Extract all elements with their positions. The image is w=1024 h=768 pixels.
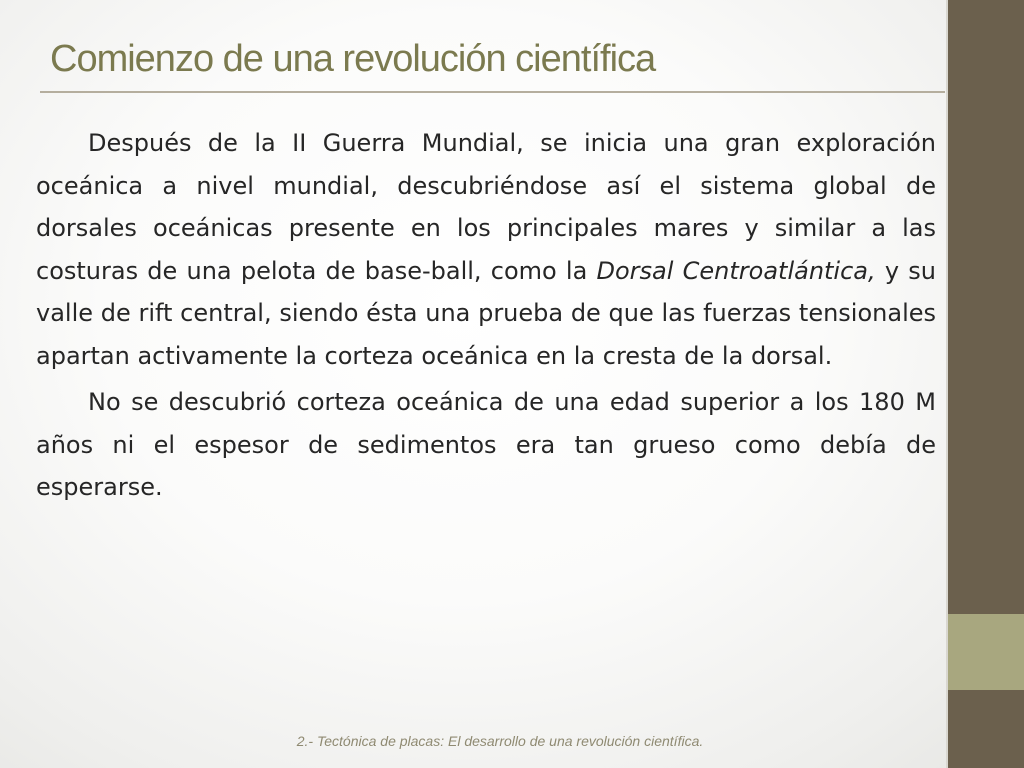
title-underline — [40, 91, 945, 93]
paragraph-1-italic-term: Dorsal Centroatlántica, — [596, 256, 876, 285]
paragraph-2: No se descubrió corteza oceánica de una edad superior a los 180 M años ni el espesor de sedimentos era tan grueso como debía de esperarse. — [36, 388, 936, 501]
paragraph-1-text-start: Después de la II Guerra Mundial, se inicia una gran exploración oceánica a nivel mundial, descubriéndose así el sistema global de dorsales oceánicas presente en los principales mares y similar a las costuras de una pelota de base-ball, como la — [36, 129, 936, 285]
slide-body — [36, 122, 936, 513]
paragraph-1-text-end: y su valle de rift central, siendo ésta una prueba de que las fuerzas tensionales apartan activamente la corteza oceánica en la cresta de la dorsal. — [36, 256, 936, 370]
side-accent-band — [948, 614, 1024, 690]
slide-title: Comienzo de una revolución científica — [50, 38, 656, 80]
footer-text: 2.- Tectónica de placas: El desarrollo de una revolución científica. — [296, 733, 704, 749]
slide-footer — [0, 733, 1000, 749]
paragraph-1 — [36, 122, 936, 377]
